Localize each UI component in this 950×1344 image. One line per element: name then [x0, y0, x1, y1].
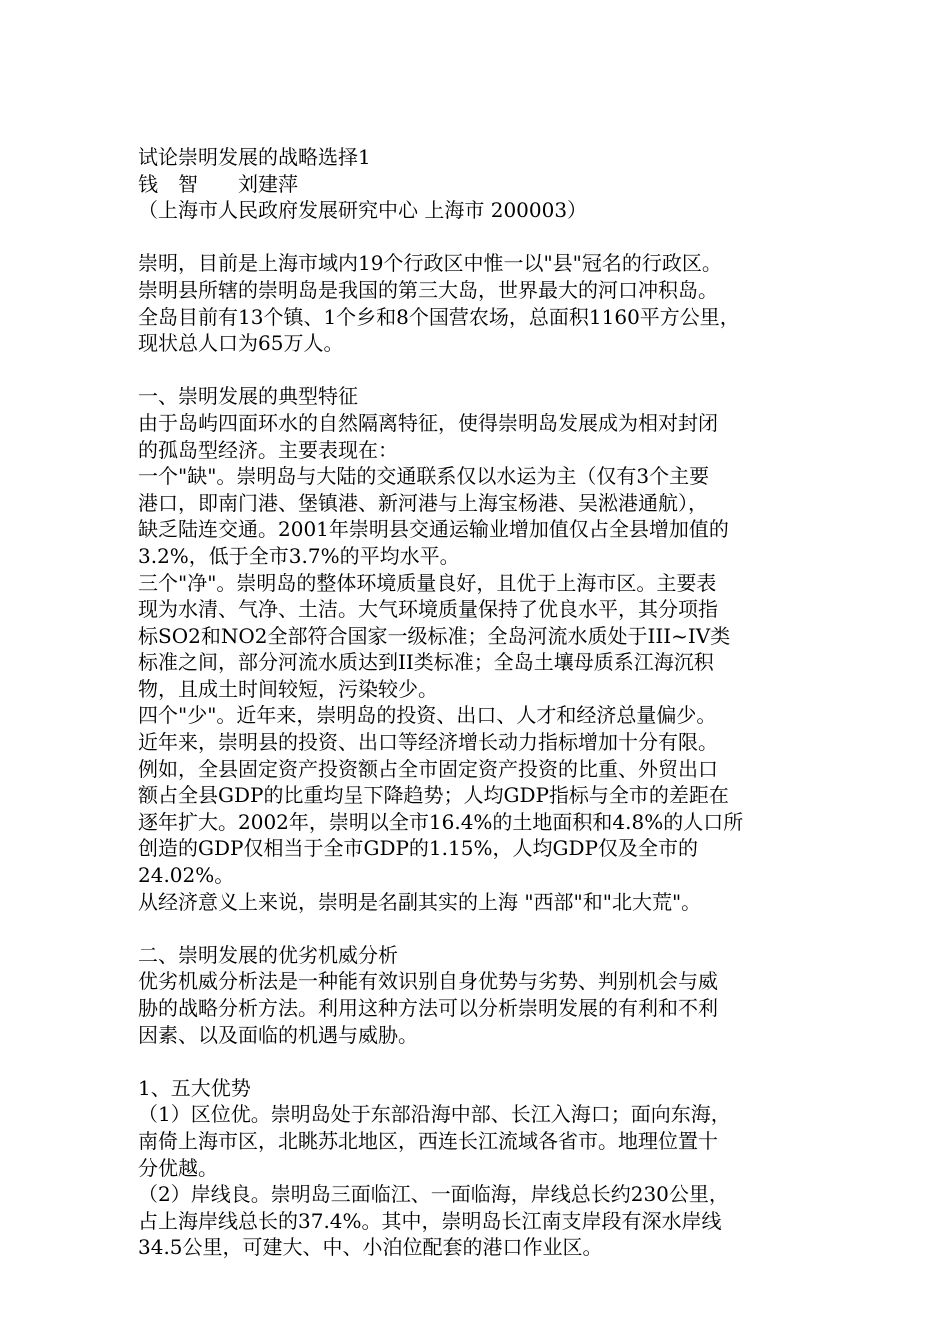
document-page [138, 144, 828, 1261]
text-line: 逐年扩大。2002年，崇明以全市16.4%的土地面积和4.8%的人口所 [138, 809, 744, 834]
article-affiliation: （上海市人民政府发展研究中心 上海市 200003） [138, 198, 588, 223]
section-heading: 二、崇明发展的优劣机威分析 [138, 942, 398, 967]
spacer [138, 357, 828, 384]
text-line: 现状总人口为65万人。 [138, 331, 344, 356]
text-line: 崇明，目前是上海市域内19个行政区中惟一以"县"冠名的行政区。 [138, 251, 722, 276]
text-line: 创造的GDP仅相当于全市GDP的1.15%，人均GDP仅及全市的 [138, 836, 698, 861]
text-line: 近年来，崇明县的投资、出口等经济增长动力指标增加十分有限。 [138, 730, 718, 755]
text-line: 3.2%，低于全市3.7%的平均水平。 [138, 543, 460, 568]
text-line: 标准之间，部分河流水质达到II类标准；全岛土壤母质系江海沉积 [138, 650, 714, 675]
text-line: 从经济意义上来说，崇明是名副其实的上海 "西部"和"北大荒"。 [138, 889, 702, 914]
text-line: 缺乏陆连交通。2001年崇明县交通运输业增加值仅占全县增加值的 [138, 517, 729, 542]
article-authors: 钱 智 刘建萍 [138, 171, 298, 196]
text-line: 四个"少"。近年来，崇明岛的投资、出口、人才和经济总量偏少。 [138, 703, 717, 728]
text-line: 占上海岸线总长的37.4%。其中，崇明岛长江南支岸段有深水岸线 [138, 1208, 722, 1233]
section-heading: 一、崇明发展的典型特征 [138, 384, 358, 409]
text-line: 崇明县所辖的崇明岛是我国的第三大岛，世界最大的河口冲积岛。 [138, 277, 718, 302]
section-typical-features [138, 383, 828, 915]
text-line: 标SO2和NO2全部符合国家一级标准；全岛河流水质处于III~IV类 [138, 623, 731, 648]
text-line: （1）区位优。崇明岛处于东部沿海中部、长江入海口；面向东海， [138, 1102, 731, 1127]
text-line: 由于岛屿四面环水的自然隔离特征，使得崇明岛发展成为相对封闭 [138, 410, 718, 435]
text-line: 一个"缺"。崇明岛与大陆的交通联系仅以水运为主（仅有3个主要 [138, 464, 710, 489]
section-five-advantages [138, 1075, 828, 1261]
text-line: 三个"净"。崇明岛的整体环境质量良好，且优于上海市区。主要表 [138, 570, 717, 595]
text-line: 物，且成土时间较短，污染较少。 [138, 676, 438, 701]
text-line: 的孤岛型经济。主要表现在： [138, 437, 398, 462]
text-line: 胁的战略分析方法。利用这种方法可以分析崇明发展的有利和不利 [138, 996, 718, 1020]
intro-paragraph [138, 250, 828, 356]
text-line: 南倚上海市区，北眺苏北地区，西连长江流域各省市。地理位置十 [138, 1128, 718, 1153]
text-line: 现为水清、气净、土洁。大气环境质量保持了优良水平，其分项指 [138, 597, 718, 622]
text-line: 例如，全县固定资产投资额占全市固定资产投资的比重、外贸出口 [138, 756, 718, 781]
text-line: 因素、以及面临的机遇与威胁。 [138, 1022, 418, 1047]
text-line: 优劣机威分析法是一种能有效识别自身优势与劣势、判别机会与威 [138, 969, 718, 994]
text-line: 港口，即南门港、堡镇港、新河港与上海宝杨港、吴淞港通航）， [138, 490, 708, 515]
text-line: 全岛目前有13个镇、1个乡和8个国营农场，总面积1160平方公里， [138, 304, 740, 329]
spacer [138, 915, 828, 942]
article-title: 试论崇明发展的战略选择1 [138, 145, 371, 169]
text-line: 分优越。 [138, 1155, 218, 1180]
text-line: 额占全县GDP的比重均呈下降趋势；人均GDP指标与全市的差距在 [138, 783, 729, 808]
text-line: 24.02%。 [138, 863, 235, 888]
text-line: （2）岸线良。崇明岛三面临江、一面临海，岸线总长约230公里， [138, 1182, 729, 1207]
section-heading: 1、五大优势 [138, 1075, 251, 1100]
spacer [138, 224, 828, 251]
section-swot-analysis [138, 942, 828, 1048]
spacer [138, 1048, 828, 1075]
text-line: 34.5公里，可建大、中、小泊位配套的港口作业区。 [138, 1235, 603, 1260]
